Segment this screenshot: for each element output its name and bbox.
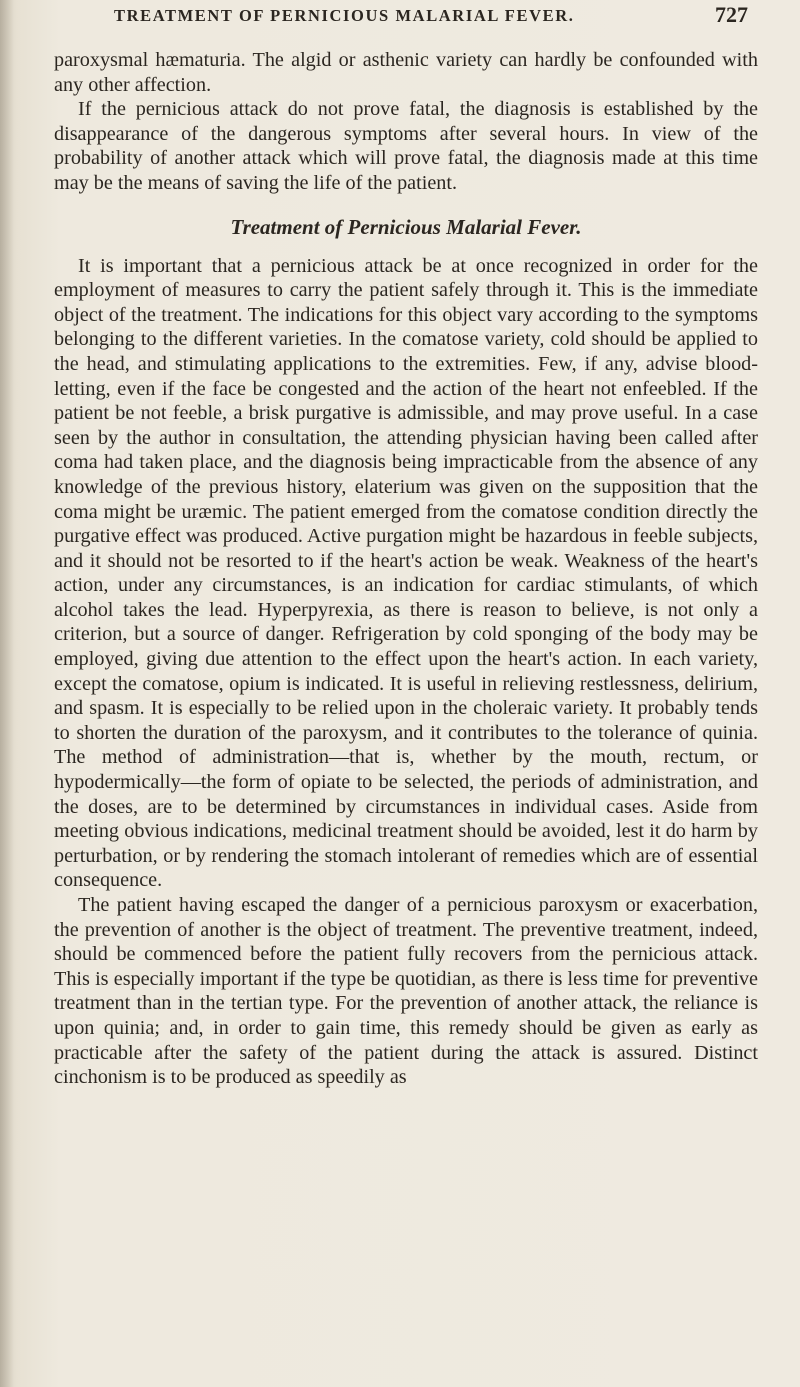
paragraph-treatment: It is important that a pernicious attack be at once recognized in order for the employment of measures to carry the patient safely through it. This is the immediate object of the treatment. The indications for this object vary according to the symptoms belonging to the different varieties. In the comatose variety, cold should be applied to the head, and stimulating applications to the extremities. Few, if any, advise blood-letting, even if the face be congested and the action of the heart not enfeebled. If the patient be not feeble, a brisk purgative is admissible, and may prove useful. In a case seen by the author in consultation, the attending physician having been called after coma had taken place, and the diagnosis being impracticable from the absence of any knowledge of the previous history, elaterium was given on the supposition that the coma might be uræmic. The patient emerged from the comatose condition directly the purgative effect was produced. Active purgation might be hazardous in feeble subjects, and it should not be resorted to if the heart's action be weak. Weakness of the heart's action, under any circumstances, is an indication for cardiac stimulants, of which alcohol takes the lead. Hyperpyrexia, as there is reason to believe, is not only a criterion, but a source of danger. Refrigeration by cold sponging of the body may be employed, giving due attention to the effect upon the heart's action. In each variety, except the comatose, opium is indicated. It is useful in relieving restlessness, delirium, and spasm. It is especially to be relied upon in the choleraic variety. It probably tends to shorten the duration of the paroxysm, and it contributes to the tolerance of quinia. The method of administration—that is, whether by the mouth, rectum, or hypodermically—the form of opiate to be selected, the periods of administration, and the doses, are to be determined by circumstances in individual cases. Aside from meeting obvious indications, medicinal treatment should be avoided, lest it do harm by perturbation, or by rendering the stomach intolerant of remedies which are of essential consequence. [54, 254, 758, 892]
paragraph-diagnosis: If the pernicious attack do not prove fatal, the diagnosis is established by the disappearance of the dangerous symptoms after several hours. In view of the probability of another attack which will prove fatal, the diagnosis made at this time may be the means of saving the life of the patient. [54, 98, 758, 194]
paragraph-continued: paroxysmal hæmaturia. The algid or asthenic variety can hardly be confounded with any other affection. [54, 49, 758, 96]
text-block [54, 48, 758, 1090]
paragraph-prevention: The patient having escaped the danger of a pernicious paroxysm or exacerbation, the prevention of another is the object of treatment. The preventive treatment, indeed, should be commenced before the patient fully recovers from the pernicious attack. This is especially important if the type be quotidian, as there is less time for preventive treatment than in the tertian type. For the prevention of another attack, the reliance is upon quinia; and, in order to gain time, this remedy should be given as early as practicable after the safety of the patient during the attack is assured. Distinct cinchonism is to be produced as speedily as [54, 894, 758, 1089]
spine-shadow [0, 0, 14, 1387]
page-number: 727 [715, 2, 748, 27]
running-title: TREATMENT OF PERNICIOUS MALARIAL FEVER. [114, 6, 575, 25]
running-head [114, 0, 754, 30]
section-heading: Treatment of Pernicious Malarial Fever. [230, 214, 582, 239]
